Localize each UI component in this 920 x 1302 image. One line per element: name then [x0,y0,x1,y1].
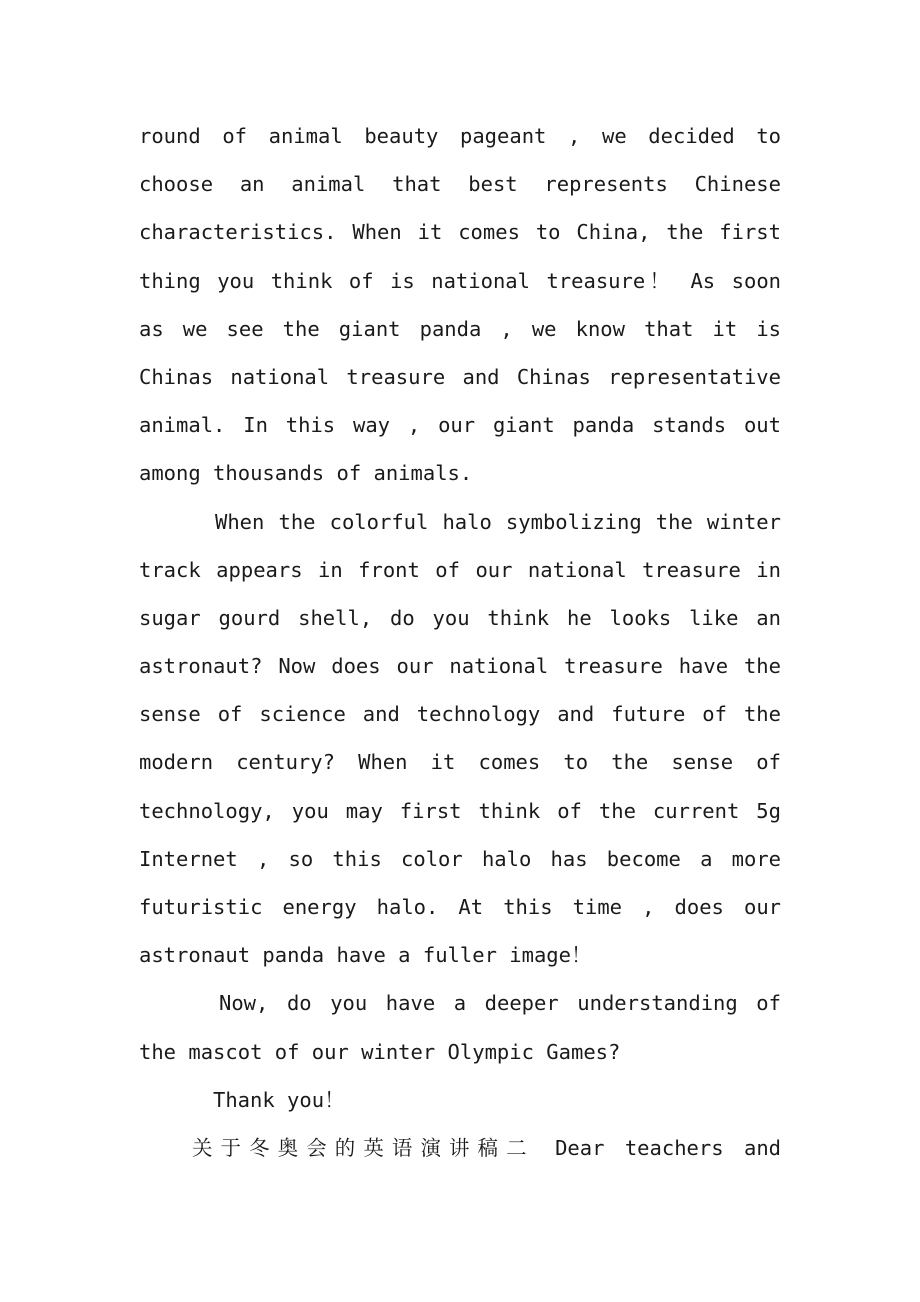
text-line: astronaut? Now does our national treasure have the [139,654,781,679]
text-line: sugar gourd shell, do you think he looks like an [139,605,781,630]
text-line: characteristics. When it comes to China, the first [139,220,781,245]
text-line: round of animal beauty pageant , we decided to [139,124,781,148]
text-line: choose an animal that best represents Chinese [139,172,781,197]
speech-text [139,112,781,1172]
text-line: the mascot of our winter Olympic Games? [139,1039,621,1064]
paragraph-first-line: When the colorful halo symbolizing the winter [215,509,781,534]
text-line: technology, you may first think of the current 5g [139,798,781,823]
text-line: among thousands of animals. [139,461,473,486]
text-line: thing you think of is national treasure！ As soon [139,268,781,293]
text-line: animal. In this way , our giant panda stands out [139,413,781,438]
text-line: astronaut panda have a fuller image！ [139,943,592,968]
closing-line: Thank you！ [213,1087,345,1112]
text-line: modern century? When it comes to the sense of [139,750,781,775]
text-line: Internet , so this color halo has become a more [139,846,781,871]
text-line: futuristic energy halo. At this time , does our [139,895,781,919]
paragraph-first-line: Now, do you have a deeper understanding of [219,991,781,1016]
text-line: Chinas national treasure and Chinas representative [139,364,781,389]
text-line: as we see the giant panda , we know that it is [139,316,781,341]
speech-heading: 关于冬奥会的英语演讲稿二 Dear teachers and [192,1135,781,1160]
text-line: sense of science and technology and future of the [139,702,781,727]
text-line: track appears in front of our national treasure in [139,557,781,582]
